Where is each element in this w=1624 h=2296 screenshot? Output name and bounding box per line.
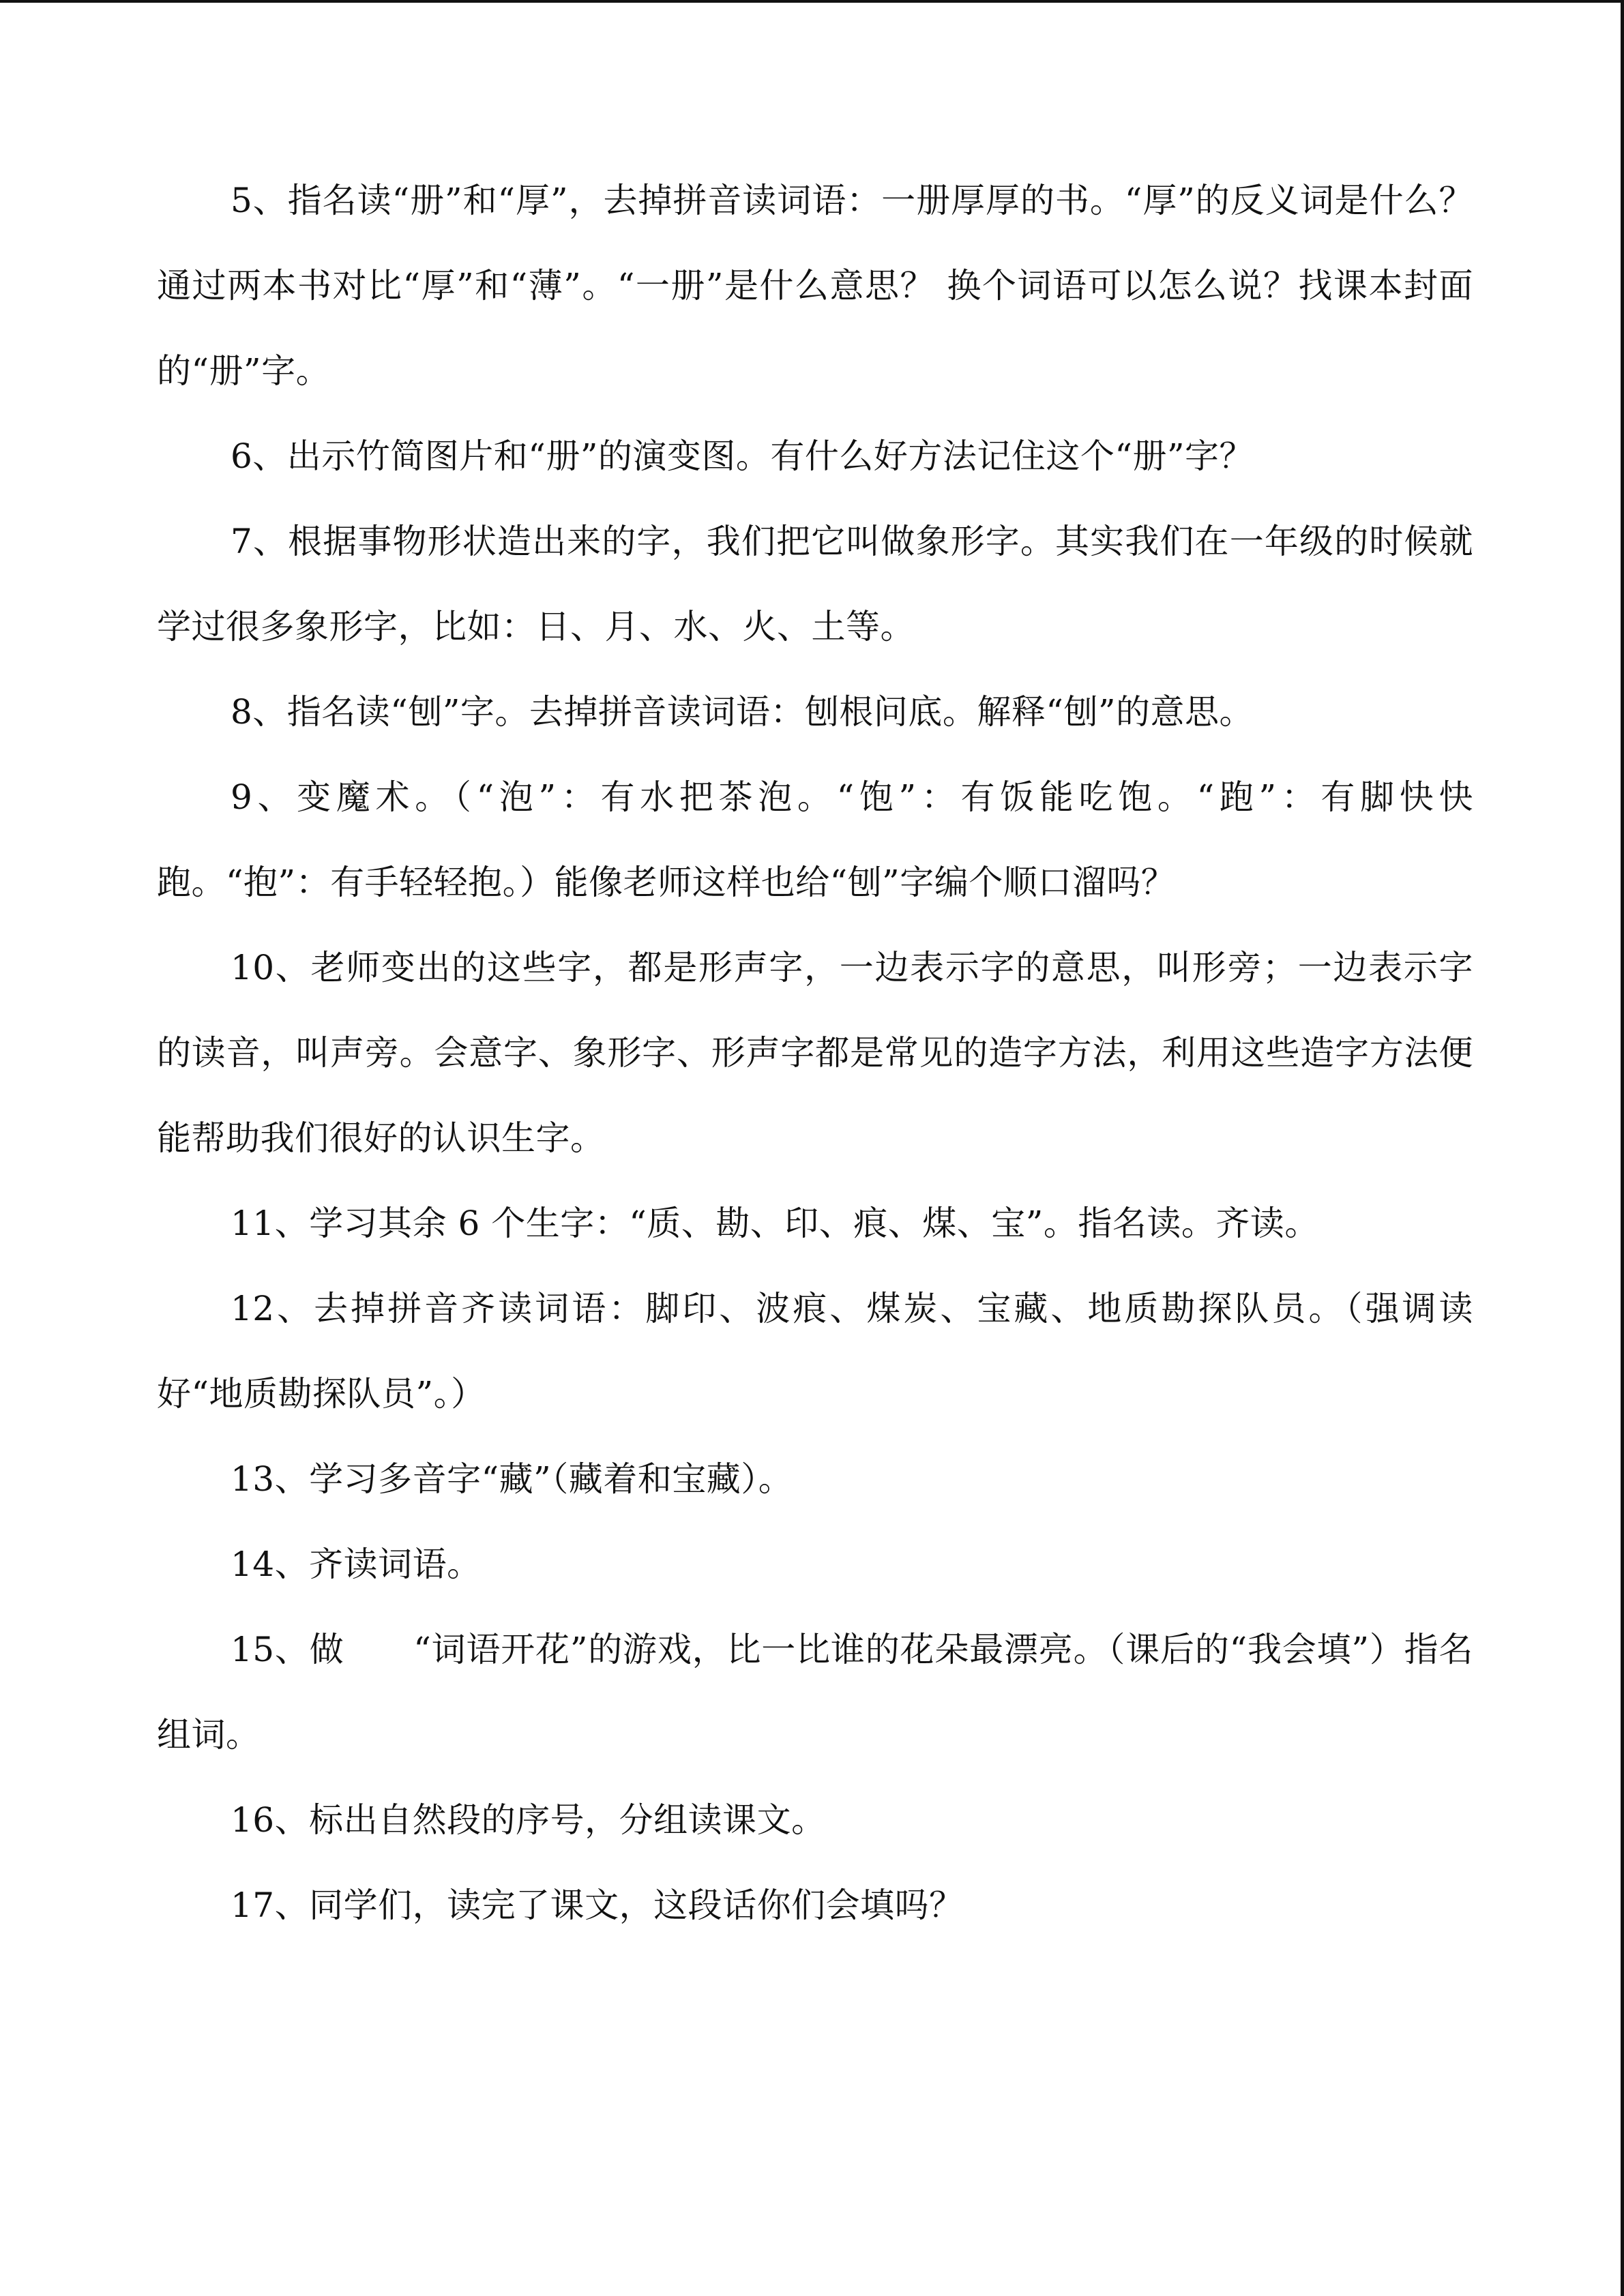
document-body <box>157 158 1473 1948</box>
paragraph-10: 10、老师变出的这些字，都是形声字，一边表示字的意思，叫形旁；一边表示字的读音，叫声旁。会意字、象形字、形声字都是常见的造字方法，利用这些造字方法便能帮助我们很好的认识生字。 <box>157 948 1473 1158</box>
paragraph-7: 7、根据事物形状造出来的字，我们把它叫做象形字。其实我们在一年级的时候就学过很多象形字，比如：日、月、水、火、土等。 <box>157 522 1473 646</box>
paragraph-14: 14、齐读词语。 <box>231 1545 482 1584</box>
paragraph-6: 6、出示竹简图片和“册”的演变图。有什么好方法记住这个“册”字？ <box>231 436 1254 476</box>
paragraph-5: 5、指名读“册”和“厚”，去掉拼音读词语：一册厚厚的书。“厚”的反义词是什么？通过两本书对比“厚”和“薄”。“一册”是什么意思？ 换个词语可以怎么说？找课本封面的“册”字。 <box>157 181 1473 391</box>
paragraph-8: 8、指名读“刨”字。去掉拼音读词语：刨根问底。解释“刨”的意思。 <box>231 692 1254 732</box>
paragraph-15: 15、做 “词语开花”的游戏，比一比谁的花朵最漂亮。（课后的“我会填”）指名组词。 <box>157 1630 1473 1755</box>
paragraph-13: 13、学习多音字“藏”（藏着和宝藏）。 <box>231 1459 793 1499</box>
paragraph-16: 16、标出自然段的序号，分组读课文。 <box>231 1800 826 1840</box>
top-border-line <box>0 0 1624 3</box>
paragraph-17: 17、同学们，读完了课文，这段话你们会填吗？ <box>231 1885 964 1925</box>
paragraph-12: 12、去掉拼音齐读词语：脚印、波痕、煤炭、宝藏、地质勘探队员。（强调读好“地质勘探队员”。） <box>157 1289 1473 1414</box>
paragraph-11: 11、学习其余 6 个生字：“质、勘、印、痕、煤、宝”。指名读。齐读。 <box>231 1204 1319 1243</box>
right-border-line <box>1621 0 1624 2296</box>
paragraph-9: 9、变魔术。（“泡”：有水把茶泡。“饱”：有饭能吃饱。“跑”：有脚快快跑。“抱”：有手轻轻抱。）能像老师这样也给“刨”字编个顺口溜吗？ <box>157 777 1473 902</box>
